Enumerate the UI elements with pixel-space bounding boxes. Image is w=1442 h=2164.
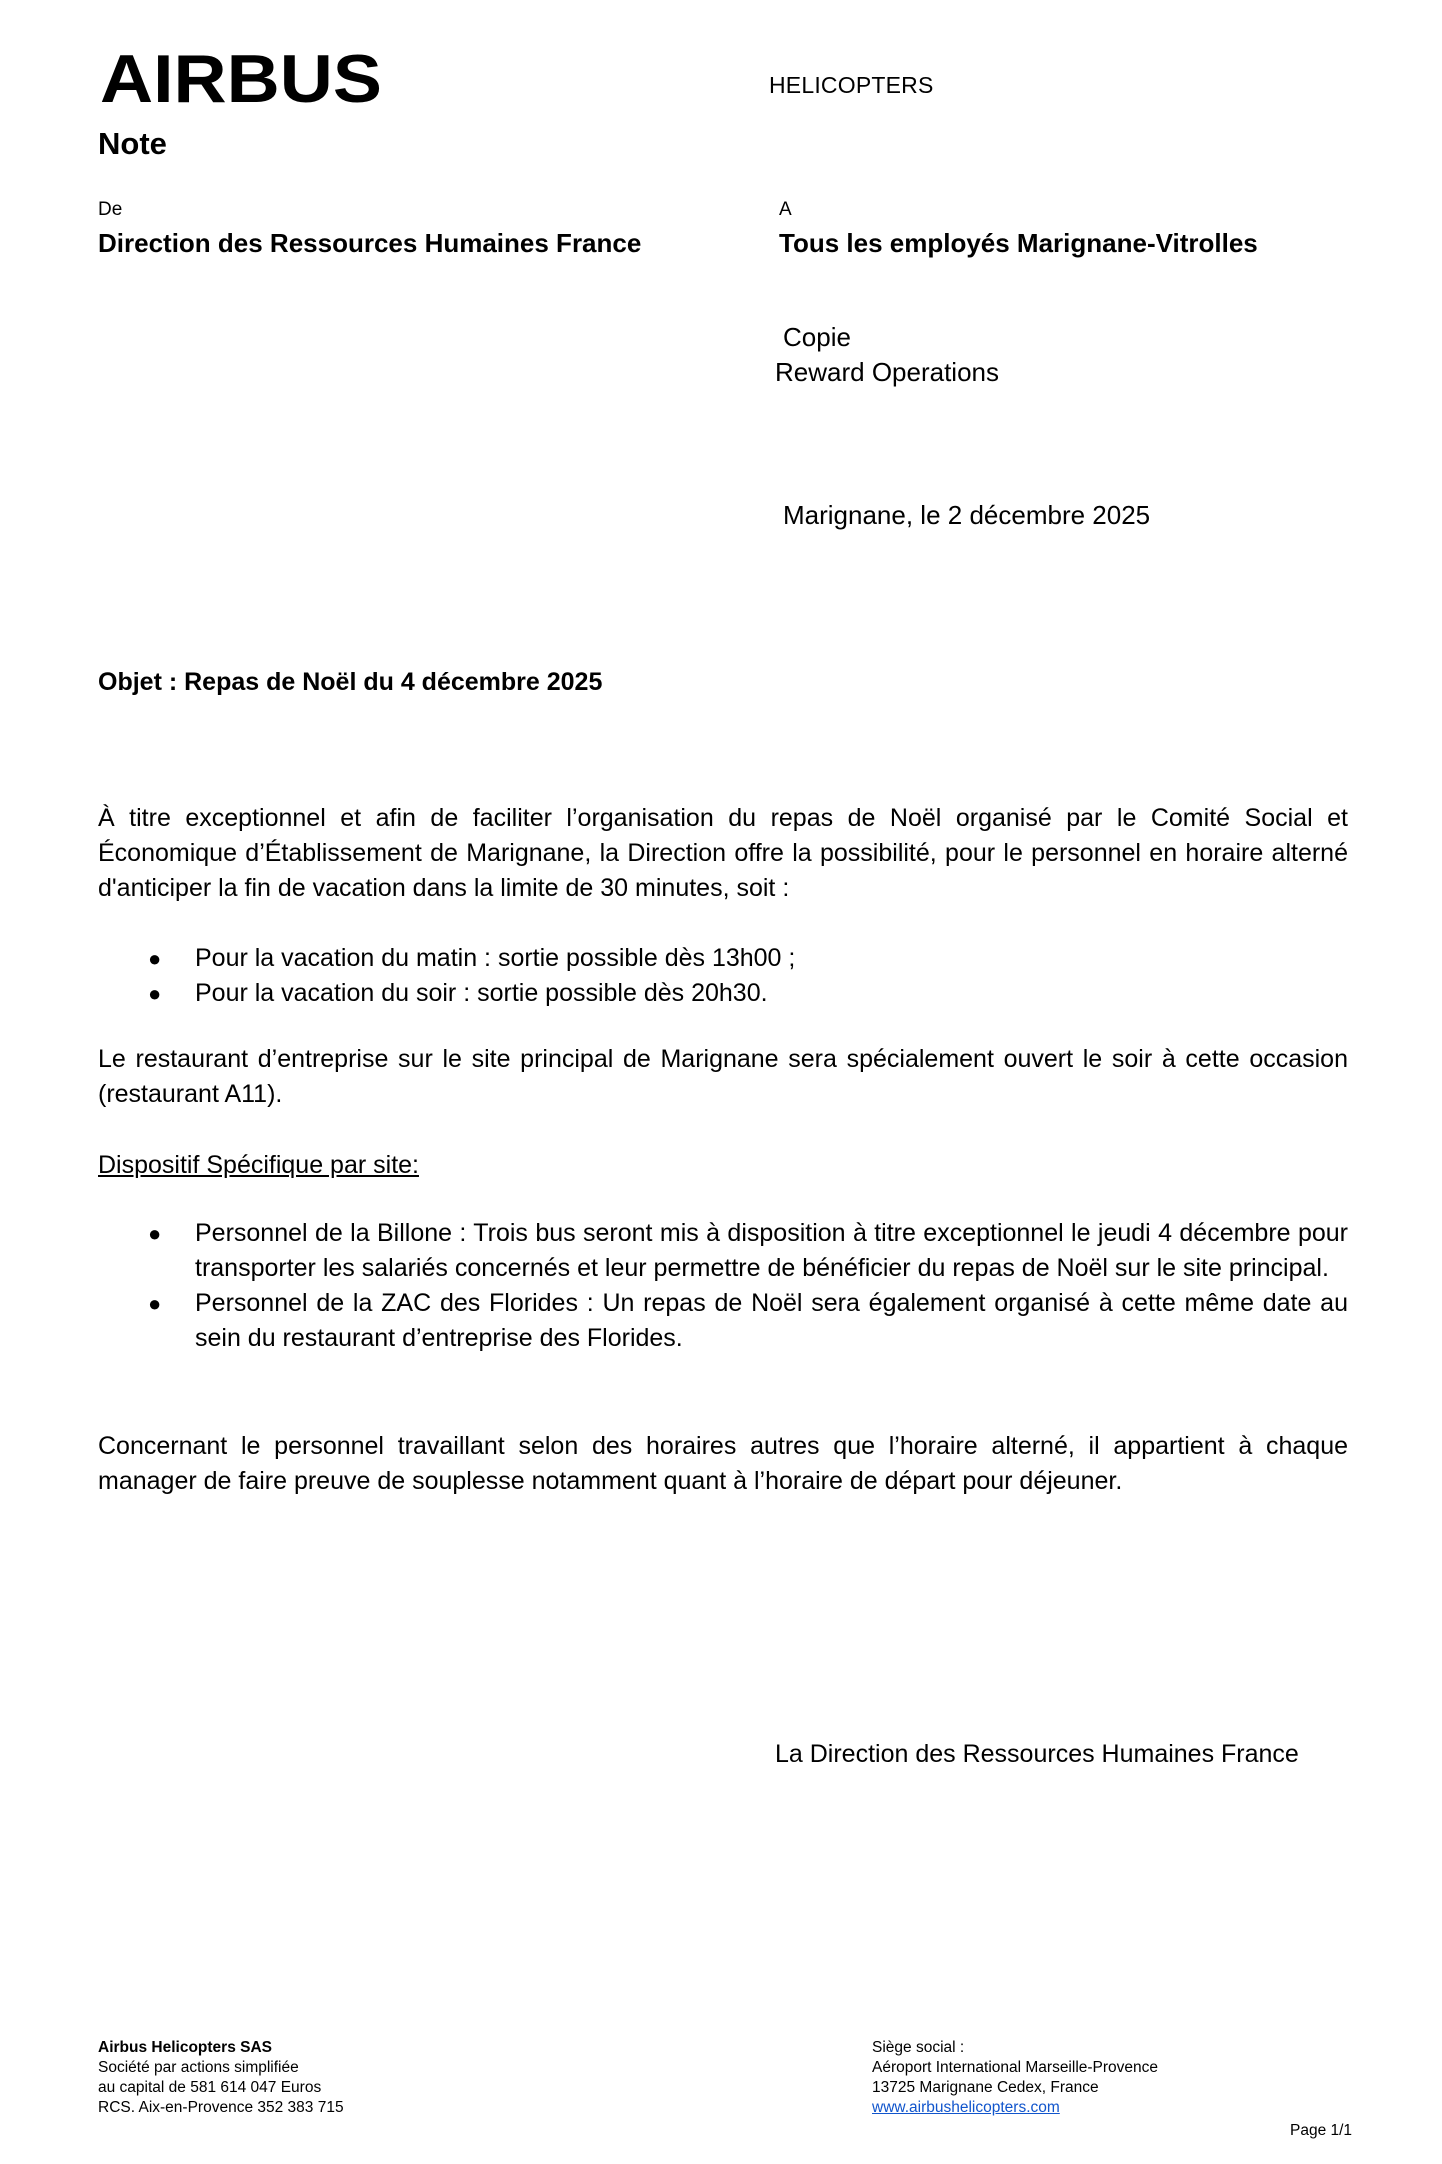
list-item: ● Pour la vacation du soir : sortie possible dès 20h30.	[98, 976, 1348, 1011]
copy-value: Reward Operations	[775, 357, 999, 387]
website-link[interactable]: www.airbushelicopters.com	[872, 2099, 1060, 2116]
closing-text: Concernant le personnel travaillant selon des horaires autres que l’horaire alterné, il appartient à chaque manager de faire preuve de souplesse notamment quant à l’horaire de départ pour déjeuner.	[98, 1432, 1348, 1495]
recipient-label: A	[779, 199, 792, 220]
list-item: ● Personnel de la ZAC des Florides : Un repas de Noël sera également organisé à cette même date au sein du restaurant d’entreprise des Florides.	[98, 1286, 1348, 1356]
bullet-icon: ●	[148, 1221, 162, 1246]
intro-text: À titre exceptionnel et afin de faciliter l’organisation du repas de Noël organisé par le Comité Social et Économique d’Établissement de Marignane, la Direction offre la possibilité, pour le personnel en horaire alterné d'anticiper la fin de vacation dans la limite de 30 minutes, soit :	[98, 804, 1348, 902]
list-item: ● Pour la vacation du matin : sortie possible dès 13h00 ;	[98, 941, 1348, 976]
restaurant-paragraph	[98, 1042, 1348, 1112]
page-number: Page 1/1	[1290, 2122, 1353, 2139]
site-heading: Dispositif Spécifique par site:	[98, 1151, 419, 1179]
list-item: ● Personnel de la Billone : Trois bus seront mis à disposition à titre exceptionnel le jeudi 4 décembre pour transporter les salariés concernés et leur permettre de bénéficier du repas de Noël sur le site principal.	[98, 1216, 1348, 1286]
company-line: Société par actions simplifiée	[98, 2059, 299, 2076]
sender-label: De	[98, 199, 123, 220]
bullet-icon: ●	[148, 946, 162, 971]
company-line: au capital de 581 614 047 Euros	[98, 2079, 322, 2096]
airbus-logo-icon	[100, 48, 385, 106]
restaurant-text: Le restaurant d’entreprise sur le site principal de Marignane sera spécialement ouvert le soir à cette occasion (restaurant A11).	[98, 1045, 1348, 1108]
hq-label: Siège social :	[872, 2039, 965, 2056]
hq-line: Aéroport International Marseille-Provence	[872, 2059, 1159, 2076]
document-type-title: Note	[98, 126, 167, 161]
sender-value: Direction des Ressources Humaines France	[98, 228, 642, 258]
subject-line: Objet : Repas de Noël du 4 décembre 2025	[98, 668, 603, 696]
recipient-value: Tous les employés Marignane-Vitrolles	[779, 228, 1258, 258]
footer-company	[98, 2038, 344, 2118]
company-name: Airbus Helicopters SAS	[98, 2039, 272, 2056]
company-line: RCS. Aix-en-Provence 352 383 715	[98, 2099, 344, 2116]
hq-line: 13725 Marignane Cedex, France	[872, 2079, 1099, 2096]
schedule-list	[98, 941, 1348, 1011]
airbus-logo	[100, 48, 385, 106]
bullet-icon: ●	[148, 981, 162, 1006]
site-list	[98, 1216, 1348, 1356]
svg-text:AIRBUS: AIRBUS	[100, 48, 382, 106]
closing-paragraph	[98, 1429, 1348, 1499]
footer-headquarters	[872, 2038, 1158, 2118]
division-label: HELICOPTERS	[769, 72, 934, 98]
copy-label: Copie	[783, 322, 851, 352]
date-line: Marignane, le 2 décembre 2025	[783, 500, 1151, 530]
signature: La Direction des Ressources Humaines France	[775, 1740, 1299, 1768]
intro-paragraph	[98, 801, 1348, 906]
bullet-icon: ●	[148, 1291, 162, 1316]
